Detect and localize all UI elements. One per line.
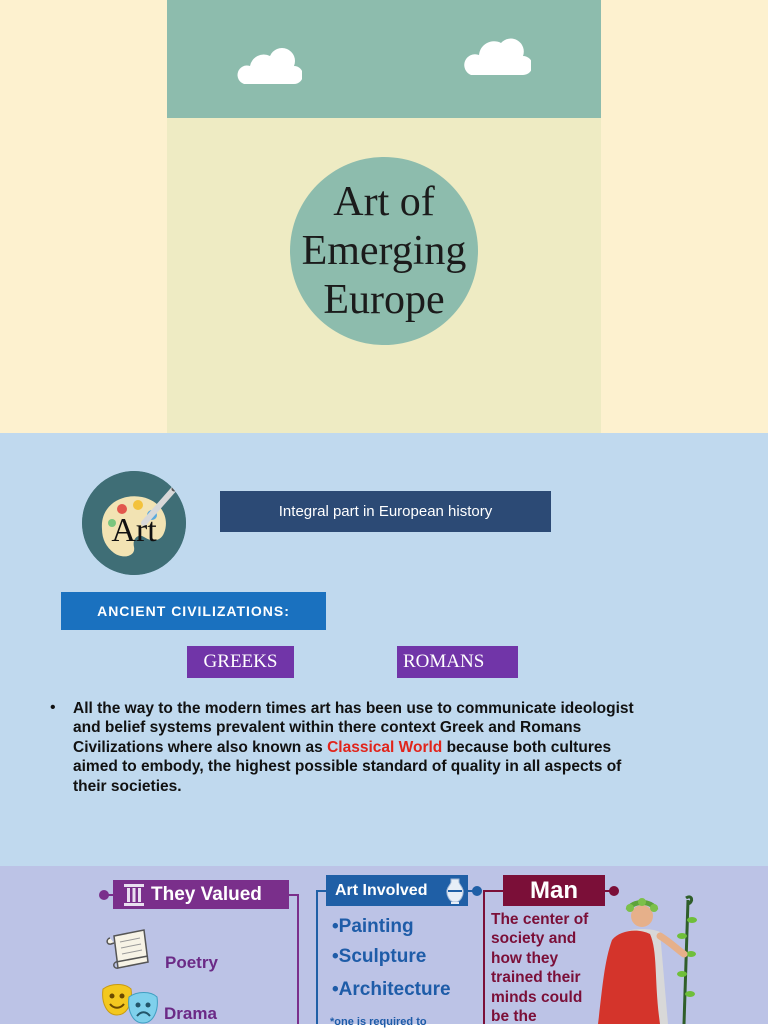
classical-world-paragraph <box>73 699 653 796</box>
pillar-icon <box>124 884 144 906</box>
art-involved-text: Art Involved <box>335 881 428 899</box>
bullet-point: • <box>50 699 56 716</box>
art-note: *one is required to <box>330 1016 427 1028</box>
greeks-label: GREEKS <box>187 646 294 678</box>
connector-line <box>297 894 299 1024</box>
connector-line <box>483 890 485 1024</box>
art-item-painting: •Painting <box>332 916 414 937</box>
connector-line <box>316 890 318 1024</box>
art-palette-logo <box>82 471 186 575</box>
paragraph-text: All the way to the modern times art has been use to communicate ideologist and belief systems prevalent within there context Greek and Romans Civilizations where also known as <box>73 700 634 756</box>
title-card <box>167 0 601 433</box>
integral-part-label: Integral part in European history <box>220 491 551 532</box>
man-description: The center of society and how they trained their minds could be the <box>491 911 589 1026</box>
values-slide <box>0 866 768 1028</box>
theater-masks-icon <box>101 981 159 1024</box>
title-circle <box>290 157 478 345</box>
romans-label: ROMANS <box>397 646 518 678</box>
valued-item-poetry: Poetry <box>165 953 218 972</box>
classical-world-highlight: Classical World <box>327 738 443 756</box>
art-item-architecture: •Architecture <box>332 979 451 1000</box>
paragraph-text: because both cultures aimed to embody, the highest possible standard of quality in all aspects of their societies. <box>73 738 622 795</box>
title-slide <box>0 0 768 433</box>
valued-item-drama: Drama <box>164 1004 217 1023</box>
art-logo-text: Art <box>111 512 157 549</box>
scroll-icon <box>104 928 152 972</box>
sky-band <box>167 0 601 118</box>
greek-god-figure-icon <box>598 892 704 1024</box>
ancient-civilizations-slide <box>0 433 768 866</box>
connector-line <box>483 890 503 892</box>
cloud-icon <box>234 44 302 86</box>
man-heading: Man <box>503 875 605 906</box>
cloud-icon <box>463 33 531 75</box>
title-line: Europe <box>323 276 445 323</box>
title-line: Emerging <box>301 227 467 274</box>
ancient-civilizations-heading: ANCIENT CIVILIZATIONS: <box>61 592 326 630</box>
title-line: Art of <box>333 178 435 225</box>
connector-dot <box>472 886 482 896</box>
they-valued-text: They Valued <box>151 883 262 905</box>
art-item-sculpture: •Sculpture <box>332 946 427 967</box>
vase-icon <box>445 878 465 904</box>
